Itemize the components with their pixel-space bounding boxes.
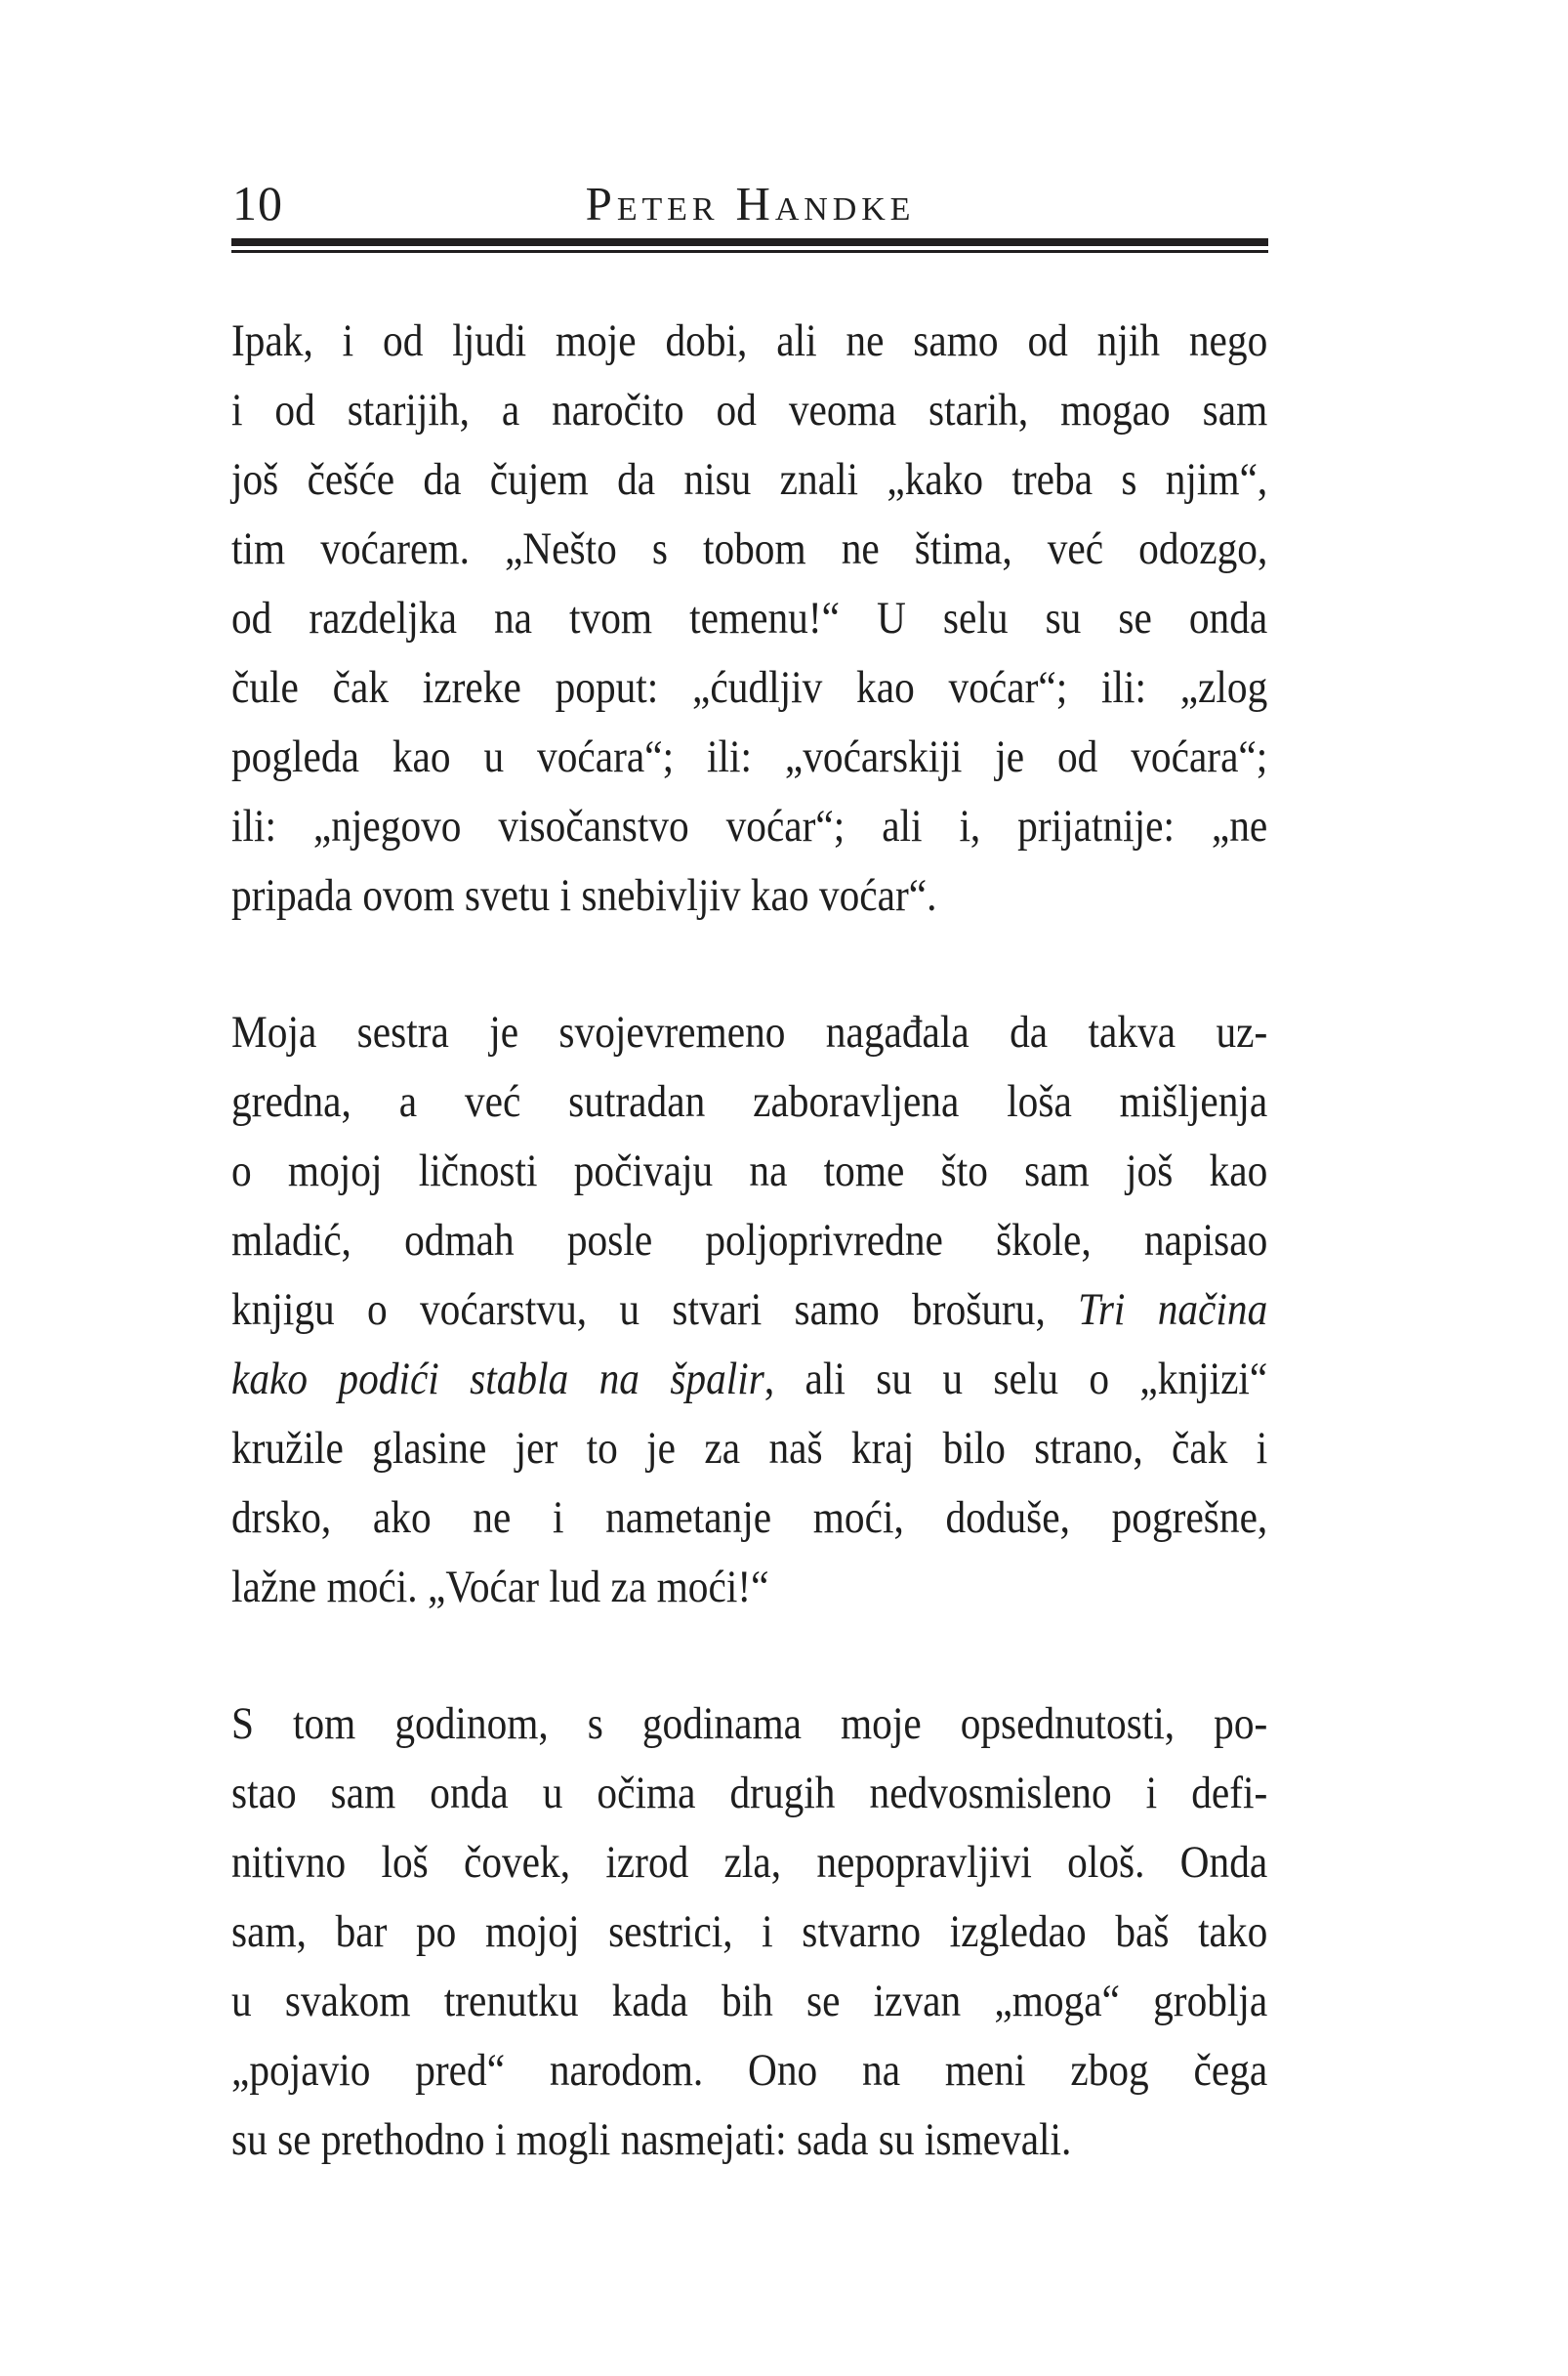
header-rule-thin (231, 250, 1268, 253)
text-line (231, 1414, 1267, 1483)
text-line (231, 1206, 1267, 1275)
text-segment: sam, bar po mojoj sestrici, i stvarno izgledao baš tako (231, 1906, 1268, 1957)
text-line (231, 2105, 1267, 2175)
text-segment: Ipak, i od ljudi moje dobi, ali ne samo od njih nego (231, 315, 1268, 366)
italic-text-segment: Tri načina (1078, 1284, 1268, 1335)
text-line (231, 792, 1267, 861)
text-line (231, 1483, 1267, 1553)
text-line (231, 1553, 1267, 1622)
text-line (231, 584, 1267, 653)
text-line (231, 1967, 1267, 2036)
text-segment: stao sam onda u očima drugih nedvosmisleno i defi- (231, 1768, 1268, 1818)
text-segment: čule čak izreke poput: „ćudljiv kao voćar“; ili: „zlog (231, 662, 1268, 713)
italic-text-segment: kako podići stabla na špalir (231, 1354, 764, 1404)
header-rule-thick (231, 238, 1268, 246)
text-segment: od razdeljka na tvom temenu!“ U selu su se onda (231, 593, 1268, 644)
text-line (231, 1689, 1267, 1759)
text-segment: tim voćarem. „Nešto s tobom ne štima, već odozgo, (231, 523, 1268, 574)
text-block (231, 307, 1267, 2242)
text-line (231, 998, 1267, 1067)
text-segment: u svakom trenutku kada bih se izvan „moga“ groblja (231, 1976, 1268, 2026)
text-segment: S tom godinom, s godinama moje opsednutosti, po- (231, 1698, 1268, 1749)
text-segment: pripada ovom svetu i snebivljiv kao voćar“. (231, 870, 937, 921)
paragraph (231, 307, 1267, 931)
text-segment: još češće da čujem da nisu znali „kako treba s njim“, (231, 454, 1268, 505)
text-line (231, 1067, 1267, 1137)
text-line (231, 1345, 1267, 1414)
text-line (231, 1137, 1267, 1206)
page-number: 10 (232, 176, 283, 230)
text-segment: Moja sestra je svojevremeno nagađala da takva uz- (231, 1007, 1268, 1058)
paragraph (231, 1689, 1267, 2175)
paragraph (231, 998, 1267, 1622)
text-line (231, 2036, 1267, 2105)
text-segment: o mojoj ličnosti počivaju na tome što sam još kao (231, 1146, 1268, 1196)
text-segment: mladić, odmah posle poljoprivredne škole, napisao (231, 1215, 1268, 1266)
text-line (231, 653, 1267, 723)
text-segment: knjigu o voćarstvu, u stvari samo brošuru, (231, 1284, 1079, 1335)
text-segment: kružile glasine jer to je za naš kraj bilo strano, čak i (231, 1423, 1268, 1474)
text-segment: i od starijih, a naročito od veoma starih, mogao sam (231, 385, 1268, 436)
text-line (231, 1828, 1267, 1897)
running-head: Peter Handke (585, 177, 916, 230)
text-line (231, 515, 1267, 584)
text-line (231, 1275, 1267, 1345)
text-segment: lažne moći. „Voćar lud za moći!“ (231, 1562, 769, 1612)
text-segment: drsko, ako ne i nametanje moći, doduše, pogrešne, (231, 1492, 1268, 1543)
text-segment: nitivno loš čovek, izrod zla, nepopravljivi ološ. Onda (231, 1837, 1268, 1888)
text-line (231, 376, 1267, 445)
text-line (231, 861, 1267, 931)
text-segment: pogleda kao u voćara“; ili: „voćarskiji je od voćara“; (231, 731, 1268, 782)
text-line (231, 307, 1267, 376)
text-line (231, 1759, 1267, 1828)
text-line (231, 445, 1267, 515)
text-segment: gredna, a već sutradan zaboravljena loša mišljenja (231, 1076, 1268, 1127)
text-segment: su se prethodno i mogli nasmejati: sada su ismevali. (231, 2114, 1072, 2165)
text-segment: , ali su u selu o „knjizi“ (763, 1354, 1268, 1404)
text-line (231, 723, 1267, 792)
text-segment: ili: „njegovo visočanstvo voćar“; ali i, prijatnije: „ne (231, 801, 1268, 852)
text-segment: „pojavio pred“ narodom. Ono na meni zbog čega (231, 2045, 1268, 2096)
text-line (231, 1897, 1267, 1967)
